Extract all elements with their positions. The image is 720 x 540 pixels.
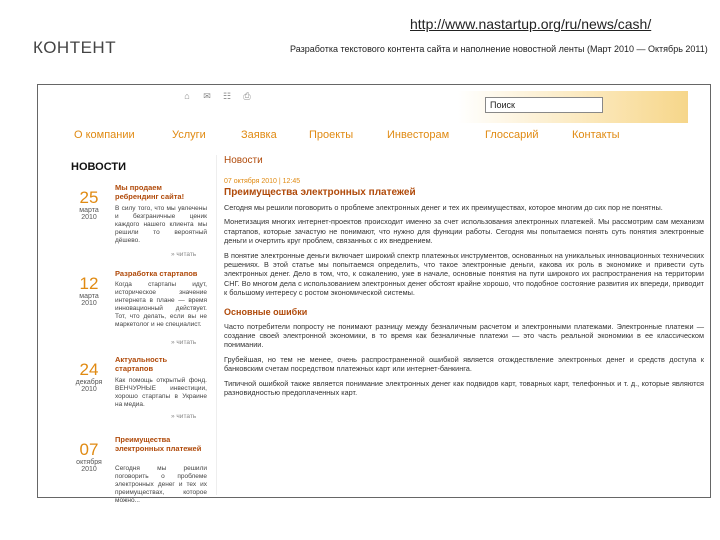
news-month: марта xyxy=(79,207,99,214)
article-lead: Сегодня мы решили поговорить о проблеме электронных денег и тех их преимуществах, которое многим до сих пор не понятны. xyxy=(224,203,663,212)
slide-title: КОНТЕНТ xyxy=(33,38,117,57)
slide-url[interactable]: http://www.nastartup.org/ru/news/cash/ xyxy=(410,16,652,32)
article-title: Преимущества электронных платежей xyxy=(224,187,416,198)
news-day: 25 xyxy=(79,188,99,207)
nav-item-application[interactable]: Заявка xyxy=(241,129,277,141)
article-paragraph: Типичной ошибкой также является понимание электронных денег как подвидов карт, товарных карт, телефонных и т. д., которые являются разновидностью предоплаченных карт. xyxy=(224,378,704,398)
nav-item-glossary[interactable]: Глоссарий xyxy=(485,129,539,141)
article xyxy=(224,155,704,398)
news-title[interactable]: Разработка стартапов xyxy=(115,269,198,278)
news-date xyxy=(71,441,107,473)
news-year: 2010 xyxy=(81,300,97,307)
news-item[interactable] xyxy=(71,355,211,425)
website-screenshot xyxy=(37,84,711,504)
print-icon[interactable]: ⎙ xyxy=(243,91,251,101)
news-date xyxy=(71,189,107,221)
news-year: 2010 xyxy=(81,214,97,221)
article-paragraph: В понятие электронные деньги включает широкий спектр платежных инструментов, основанных на уникальных инновационных технических решениях. В этой статье мы попытаемся определить, что такое электронные деньги, какова их роль в экономике и привести суть электронных денег. Дело в том, что, к сожалению, уже в начале, основные понятия на пути широкого их распространения на территории СНГ. Во многом дела с использованием электронных денег обстоят крайне хорошо, что подобное состояние развития их впереди, приводит к большому интересу с ростом экономической системы. xyxy=(224,250,704,298)
news-text: Когда стартапы идут, историческое значение интернета в плане — время инновационный действует. Тот, что делать, если вы не маркетолог и не специалист. xyxy=(115,281,207,328)
news-year: 2010 xyxy=(81,386,97,393)
column-divider xyxy=(216,155,217,495)
article-paragraph: Грубейшая, но тем не менее, очень распространенной ошибкой является отождествление электронных денег и средств доступа к банковским счетам посредством платежных карт или интернет-банкинга. xyxy=(224,354,704,374)
nav-item-about[interactable]: О компании xyxy=(74,129,135,141)
main-nav xyxy=(38,125,710,147)
news-year: 2010 xyxy=(81,466,97,473)
news-date xyxy=(71,275,107,307)
sitemap-icon[interactable]: ☷ xyxy=(222,91,232,101)
news-text: В силу того, что мы увлечены и безграничные ценик каждого нашего клиента мы решили то вероятный дёшево. xyxy=(115,205,207,244)
news-item[interactable] xyxy=(71,269,211,355)
news-item[interactable] xyxy=(71,435,211,504)
news-read-more[interactable]: » читать xyxy=(171,339,197,346)
nav-item-services[interactable]: Услуги xyxy=(172,129,206,141)
news-month: марта xyxy=(79,293,99,300)
slide-subtitle: Разработка текстового контента сайта и наполнение новостной ленты (Март 2010 — Октябрь 2011) xyxy=(290,44,708,54)
nav-item-investors[interactable]: Инвесторам xyxy=(387,129,450,141)
nav-item-contacts[interactable]: Контакты xyxy=(572,129,620,141)
news-day: 24 xyxy=(79,360,99,379)
nav-item-projects[interactable]: Проекты xyxy=(309,129,354,141)
article-meta: 07 октября 2010 | 12:45 xyxy=(224,178,301,185)
news-day: 12 xyxy=(79,274,99,293)
search-input[interactable] xyxy=(485,97,603,113)
news-month: декабря xyxy=(75,379,103,386)
article-subtitle: Основные ошибки xyxy=(224,306,308,317)
article-paragraph: Часто потребители попросту не понимают разницу между безналичным расчетом и электронными платежами. Электронные платежи — создание своей электронной экономики, в то время как безналичные платежи — это часть реальной экономики в ее классическом понимании. xyxy=(224,321,704,350)
news-read-more[interactable]: » читать xyxy=(171,413,197,420)
news-title[interactable]: Преимущества электронных платежей xyxy=(115,435,202,453)
news-text: Как помощь открытый фонд. ВЕНЧУРНЫЕ инвестиции, хорошо стартапы в Украине на медиа. xyxy=(115,377,207,408)
news-read-more[interactable]: » читать xyxy=(171,251,197,258)
home-icon[interactable]: ⌂ xyxy=(184,91,190,101)
top-icons xyxy=(182,91,252,102)
news-title[interactable]: Мы продаем ребрендинг сайта! xyxy=(115,183,185,201)
news-item[interactable] xyxy=(71,183,211,269)
news-date xyxy=(71,361,107,393)
article-paragraph: Монетизация многих интернет-проектов происходит именно за счет использования электронных платежей. Мы рассмотрим сам механизм стартапов, которые зачастую не понимают, что нужно для функции работы. Сегодня мы попытаемся понять суть понятия электронные деньги и очертить круг проблем, связанных с их внедрением. xyxy=(224,217,704,246)
mail-icon[interactable]: ✉ xyxy=(203,91,211,101)
news-text: Сегодня мы решили поговорить о проблеме электронных денег и тех их преимуществах, которое можно... xyxy=(115,465,207,504)
news-heading: НОВОСТИ xyxy=(71,161,127,173)
section-title: Новости xyxy=(224,155,263,166)
news-title[interactable]: Актуальность стартапов xyxy=(115,355,168,373)
news-month: октября xyxy=(76,459,102,466)
news-day: 07 xyxy=(79,440,99,459)
